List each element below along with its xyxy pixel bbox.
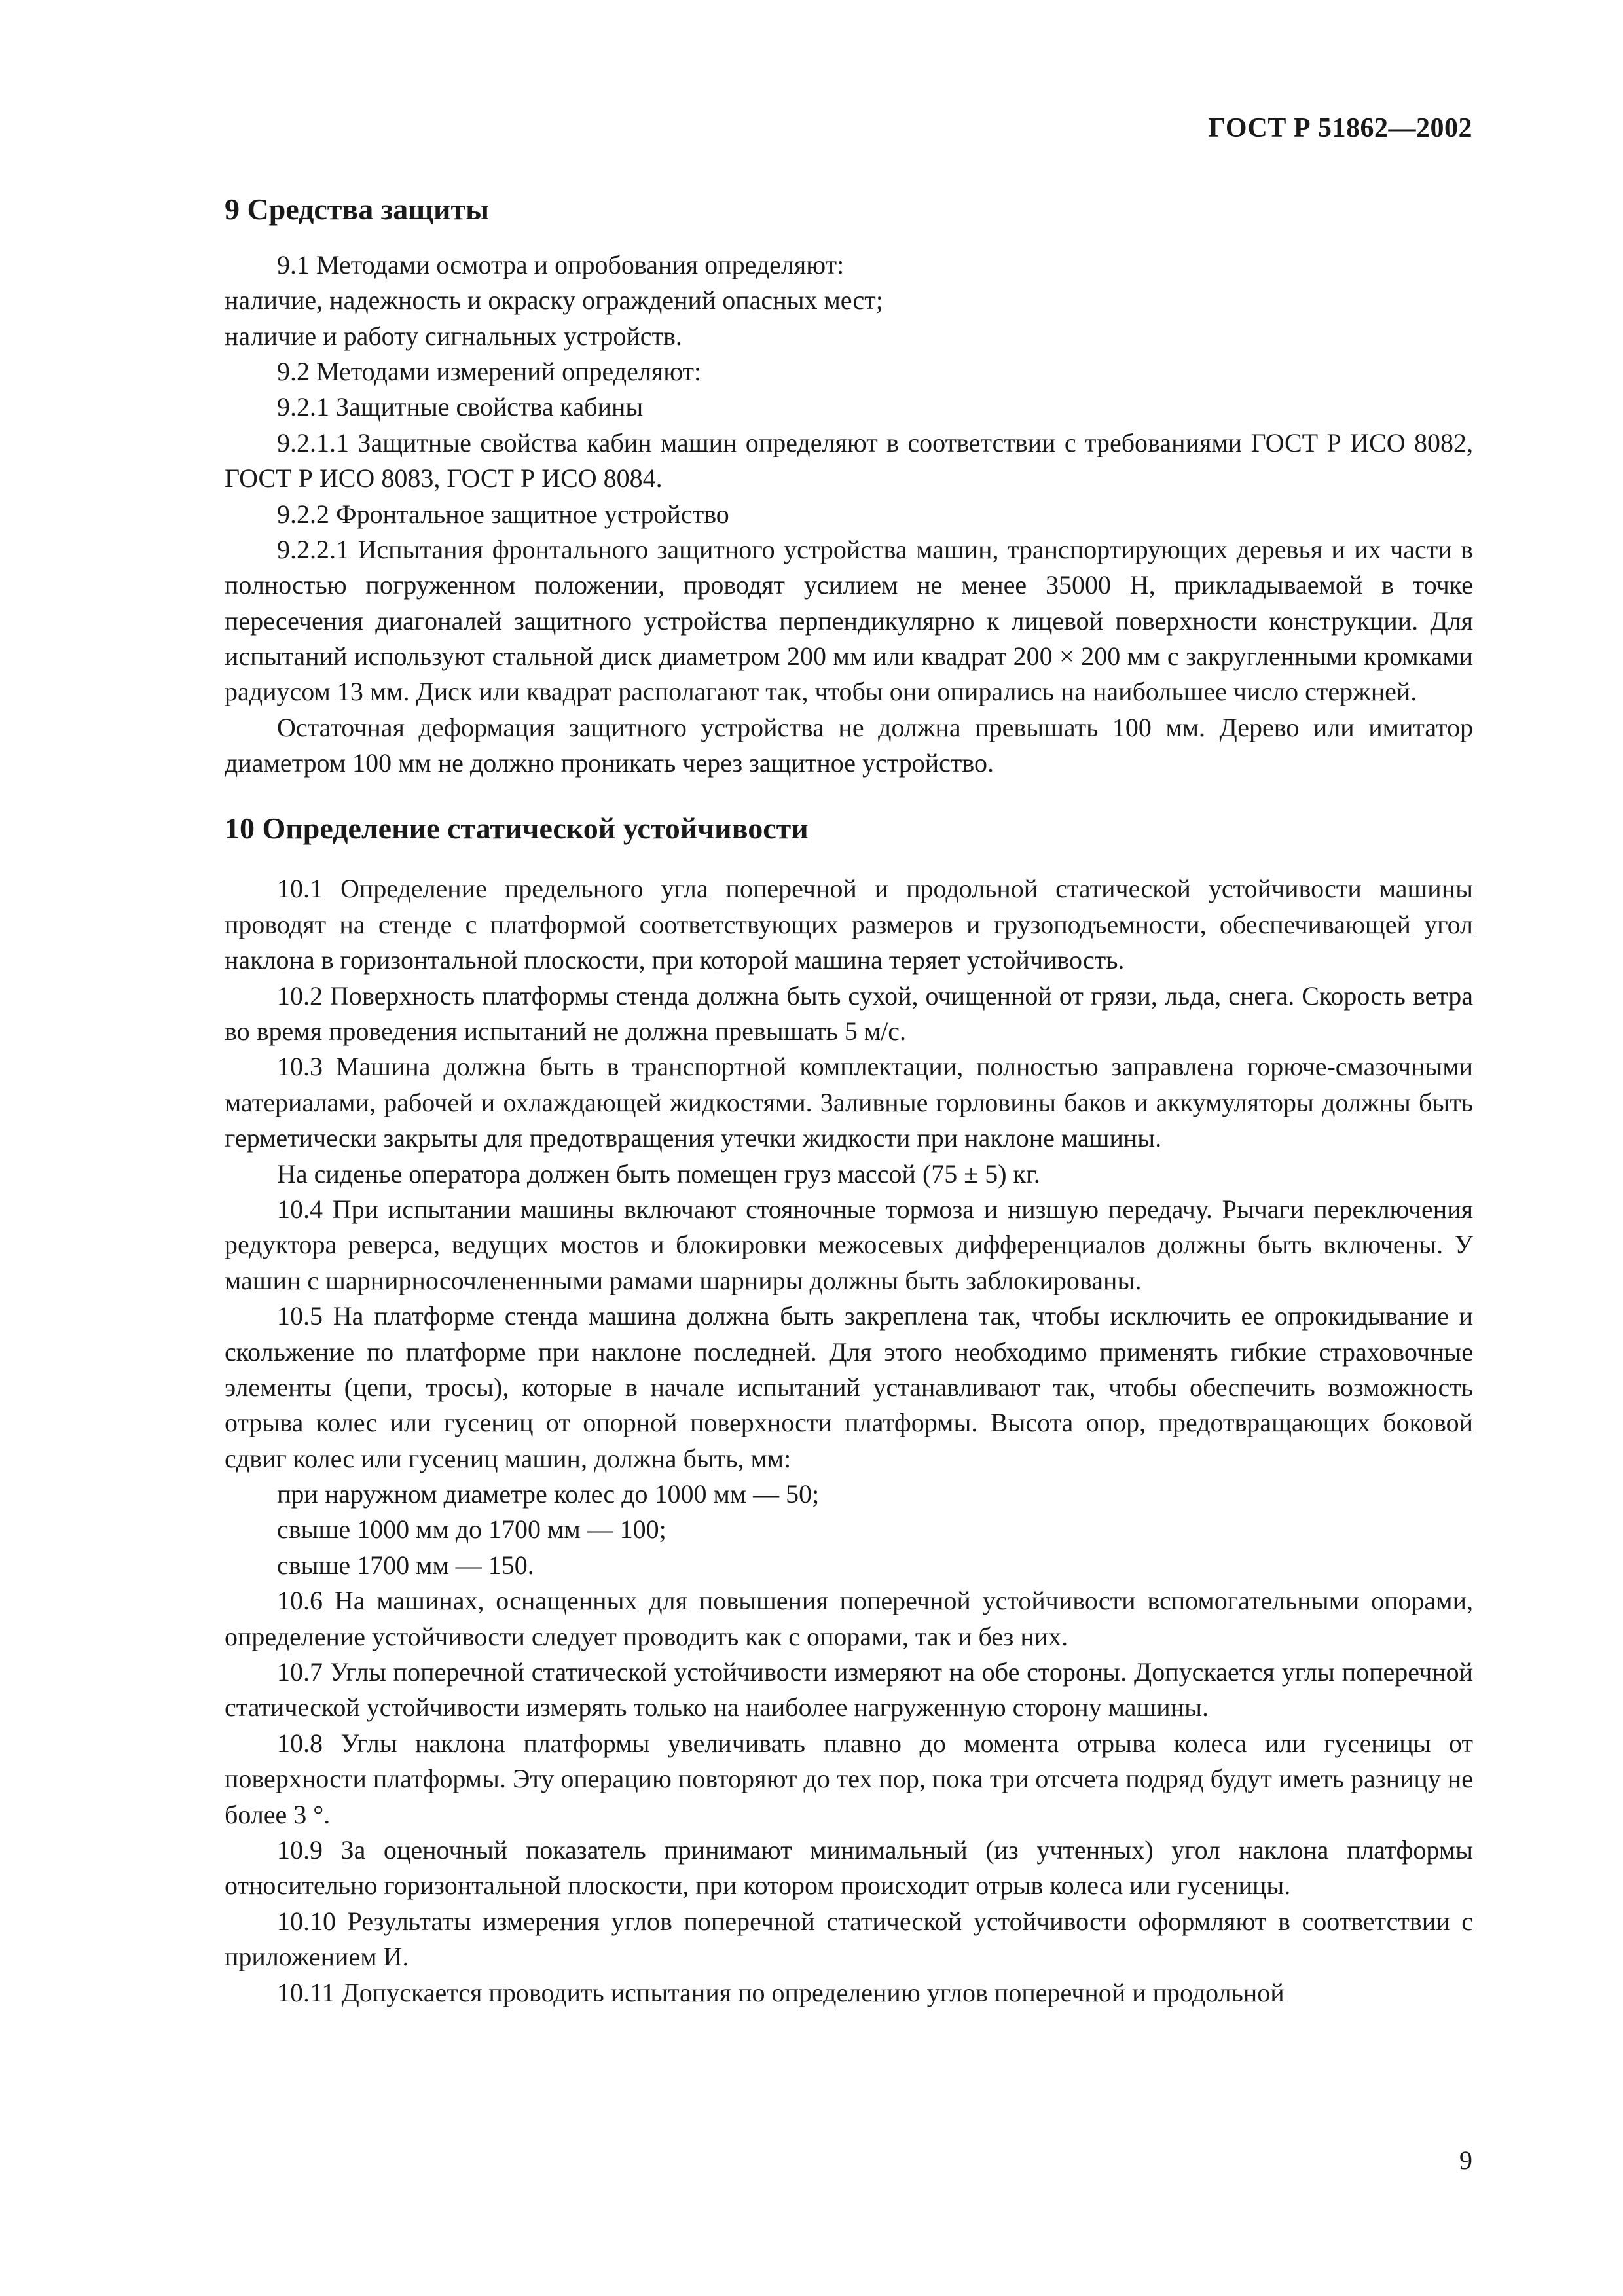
paragraph: 10.3 Машина должна быть в транспортной комплектации, полностью заправлена горюче-смазочными материалами, рабочей и охлаждающей жидкостями. Заливные горловины баков и аккумуляторы должны быть герметически закрыты для предотвращения утечки жидкости при наклоне машины. — [225, 1052, 1473, 1153]
paragraph: 10.6 На машинах, оснащенных для повышения поперечной устойчивости вспомогательными опорами, определение устойчивости следует проводить как с опорами, так и без них. — [225, 1586, 1473, 1651]
paragraph: 10.8 Углы наклона платформы увеличивать плавно до момента отрыва колеса или гусеницы от поверхности платформы. Эту операцию повторяют до тех пор, пока три отсчета подряд будут иметь разницу не более 3 °. — [225, 1728, 1473, 1829]
paragraph: свыше 1700 мм — 150. — [277, 1550, 534, 1580]
paragraph: 10.2 Поверхность платформы стенда должна быть сухой, очищенной от грязи, льда, снега. Скорость ветра во время проведения испытаний не должна превышать 5 м/с. — [225, 980, 1473, 1047]
paragraph: 9.1 Методами осмотра и опробования определяют: — [277, 249, 845, 279]
paragraph: 9.2.1.1 Защитные свойства кабин машин определяют в соответствии с требованиями ГОСТ Р ИСО 8082, ГОСТ Р ИСО 8083, ГОСТ Р ИСО 8084. — [225, 427, 1473, 493]
paragraph: 10.11 Допускается проводить испытания по определению углов поперечной и продольной — [277, 1977, 1285, 2007]
paragraph: 10.1 Определение предельного угла поперечной и продольной статической устойчивости машины проводят на стенде с платформой соответствующих размеров и грузоподъемности, обеспечивающей угол наклона в горизонтальной плоскости, при которой машина теряет устойчивость. — [225, 874, 1473, 975]
paragraph: 10.9 За оценочный показатель принимают минимальный (из учтенных) угол наклона платформы относительно горизонтальной плоскости, при котором происходит отрыв колеса или гусеницы. — [225, 1835, 1473, 1901]
standard-header: ГОСТ Р 51862—2002 — [1208, 113, 1472, 143]
paragraph: 9.2 Методами измерений определяют: — [277, 356, 702, 386]
paragraph: 9.2.2 Фронтальное защитное устройство — [277, 499, 729, 529]
paragraph: На сиденье оператора должен быть помещен груз массой (75 ± 5) кг. — [277, 1158, 1040, 1189]
paragraph: Остаточная деформация защитного устройства не должна превышать 100 мм. Дерево или имитатор диаметром 100 мм не должно проникать через защитное устройство. — [225, 712, 1473, 778]
paragraph: 10.10 Результаты измерения углов поперечной статической устойчивости оформляют в соответствии с приложением И. — [225, 1906, 1473, 1972]
paragraph: наличие, надежность и окраску ограждений опасных мест; — [225, 285, 883, 315]
section-10-heading: 10 Определение статической устойчивости — [225, 811, 809, 845]
paragraph: 10.5 На платформе стенда машина должна быть закреплена так, чтобы исключить ее опрокидывание и скольжение по платформе при наклоне последней. Для этого необходимо применять гибкие страховочные элементы (цепи, тросы), которые в начале испытаний устанавливают так, чтобы обеспечить возможность отрыва колес или гусениц от опорной поверхности платформы. Высота опор, предотвращающих боковой сдвиг колес или гусениц машин, должна быть, мм: — [225, 1301, 1473, 1473]
paragraph: при наружном диаметре колес до 1000 мм — 50; — [277, 1479, 820, 1509]
paragraph: свыше 1000 мм до 1700 мм — 100; — [277, 1515, 666, 1545]
paragraph: 10.7 Углы поперечной статической устойчивости измеряют на обе стороны. Допускается углы поперечной статической устойчивости измерять только на наиболее нагруженную сторону машины. — [225, 1657, 1473, 1723]
section-9-heading: 9 Средства защиты — [225, 192, 490, 226]
paragraph: 9.2.2.1 Испытания фронтального защитного устройства машин, транспортирующих деревья и их части в полностью погруженном положении, проводят усилием не менее 35000 Н, прикладываемой в точке пересечения диагоналей защитного устройства перпендикулярно к лицевой поверхности конструкции. Для испытаний используют стальной диск диаметром 200 мм или квадрат 200 × 200 мм с закругленными кромками радиусом 13 мм. Диск или квадрат располагают так, чтобы они опирались на наибольшее число стержней. — [225, 534, 1473, 707]
page-number: 9 — [1459, 2145, 1472, 2175]
paragraph: наличие и работу сигнальных устройств. — [225, 321, 682, 351]
page-content — [225, 183, 1473, 2011]
paragraph: 10.4 При испытании машины включают стояночные тормоза и низшую передачу. Рычаги переключения редуктора реверса, ведущих мостов и блокировки межосевых дифференциалов должны быть включены. У машин с шарнирносочлененными рамами шарниры должны быть заблокированы. — [225, 1194, 1473, 1295]
paragraph: 9.2.1 Защитные свойства кабины — [277, 392, 644, 422]
